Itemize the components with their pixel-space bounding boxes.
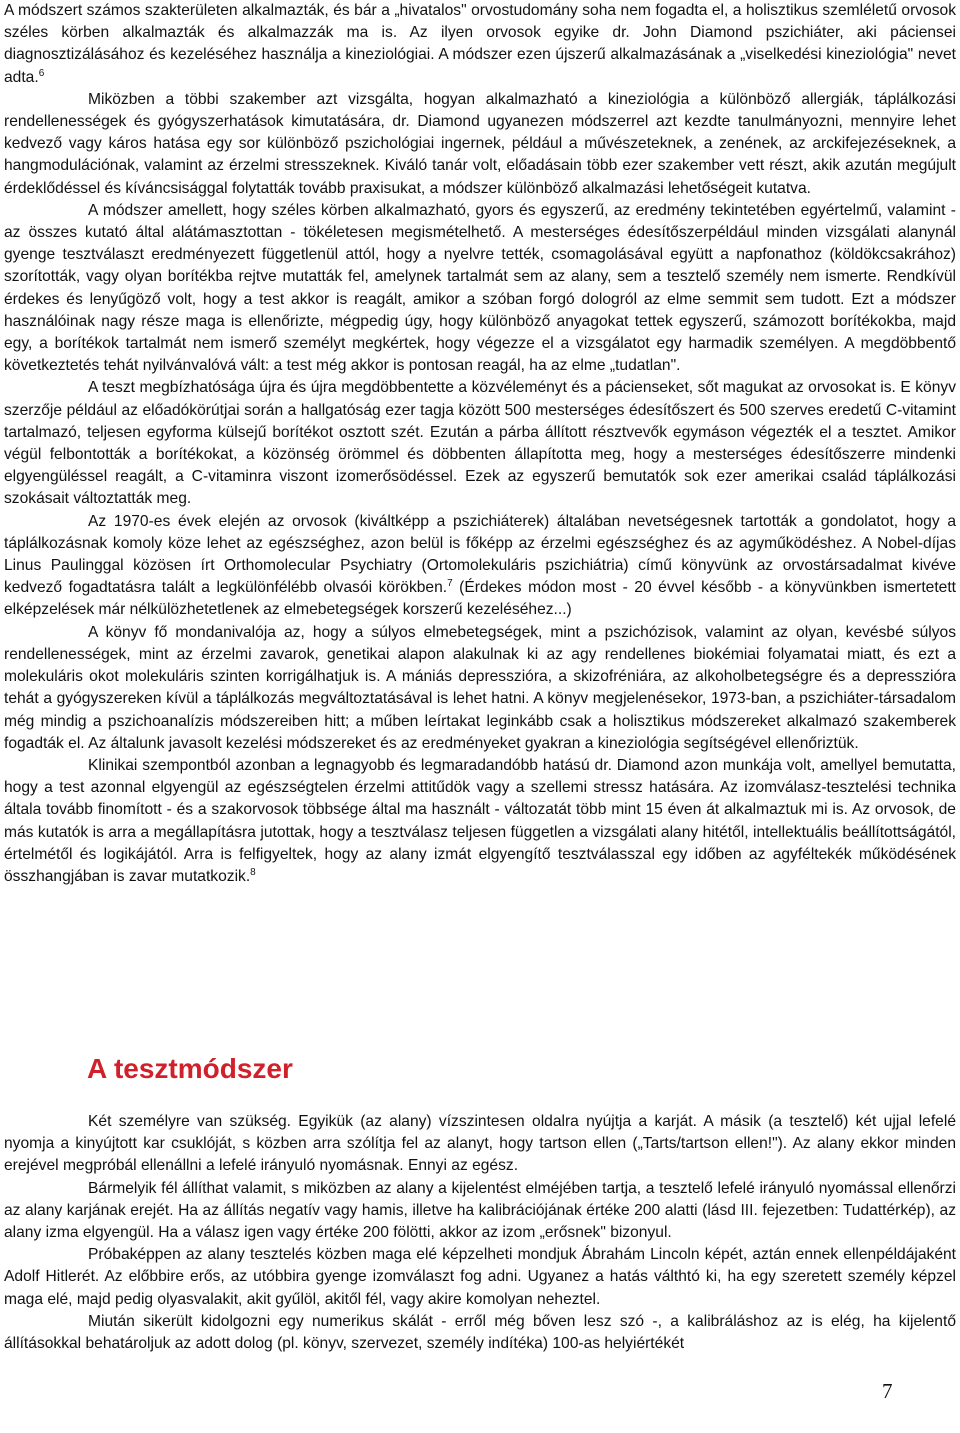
paragraph — [4, 511, 956, 622]
paragraph-text: (Érdekes módon most - 20 évvel később - a könyvünkben ismertetett elképzelések már nélkülözhetetlenek az elmebetegségek korszerű kezeléséhez...) — [4, 579, 956, 619]
section-body-top — [4, 0, 956, 888]
section-heading: A tesztmódszer — [87, 1053, 293, 1084]
paragraph — [4, 755, 956, 888]
page-number: 7 — [882, 1379, 893, 1403]
footnote-marker: 7 — [447, 578, 453, 590]
paragraph — [4, 0, 956, 89]
paragraph: Miközben a többi szakember azt vizsgálta, hogyan alkalmazható a kineziológia a különböző allergiák, táplálkozási rendellenességek és gyógyszerhatások kimutatására, dr. Diamond ugyanezen módszerrel azt kezdte tanulmányozni, mennyire lehet kedvező vagy káros hatása egy sor különböző pszichológiai ingernek, például a művészeteknek, a zenének, az arckifejezéseknek, a hangmodulációnak, valamint az érzelmi stresszeknek. Kiváló tanár volt, előadásain több ezer szakember vett részt, akik azután megújult érdeklődéssel és kíváncsisággal folytatták tovább praxisukat, a módszer különböző alkalmazási lehetőségeit kutatva. — [4, 90, 956, 197]
paragraph-text: A módszert számos szakterületen alkalmazták, és bár a „hivatalos" orvostudomány soha nem fogadta el, a holisztikus szemléletű orvosok széles körben alkalmazták és alkalmazzák ma is. Az ilyen orvosok egyike dr. John Diamond pszichiáter, aki páciensei diagnosztizálásához és kezeléséhez használja a kineziológiai. A módszer ezen újszerű alkalmazásának a „viselkedési kineziológia" nevet adta. — [4, 2, 956, 86]
paragraph-text: Az 1970-es évek elején az orvosok (kiváltképp a pszichiáterek) általában nevetségesnek tartották a gondolatot, hogy a táplálkozásnak komoly köze lehet az egészséghez, azon belül is főképp az érzelmi egészséghez és az agyműködéshez. A Nobel-díjas Linus Paulinggal közösen írt Orthomolecular Psychiatry (Ortomolekuláris pszichiátria) című könyvünk az orvostársadalmat kivéve kedvező fogadtatásra talált a legkülönfélébb olvasói körökben. — [4, 512, 956, 597]
paragraph: A teszt megbízhatósága újra és újra megdöbbentette a közvéleményt és a pácienseket, sőt magukat az orvosokat is. E könyv szerzője például az előadókörútjai során a hallgatóság ezer tagja között 500 mesterséges édesítőszert és 500 szerves eredetű C-vitamint tartalmazó, teljesen egyforma külsejű borítékot osztott szét. Ezután a párba állított résztvevők egymáson végezték el a tesztet. Amikor végül felbontották a borítékokat, a közönség örömmel és döbbenten állapította meg, hogy a mesterséges édesítőszerre mindenki elgyengüléssel reagált, a C-vitaminra viszont izomerősödéssel. Ezek az egyszerű bemutatók sok ezer amerikai család táplálkozási szokásait változtatták meg. — [4, 379, 956, 508]
paragraph: Miután sikerült kidolgozni egy numerikus skálát - erről még bőven lesz szó -, a kalibráláshoz az is elég, ha kijelentő állításokkal behatároljuk az adott dolog (pl. könyv, szervezet, személy indítéka) 100-as helyiértékét — [4, 1312, 956, 1353]
paragraph: Két személyre van szükség. Egyikük (az alany) vízszintesen oldalra nyújtja a karját. A másik (a tesztelő) két ujjal lefelé nyomja a kinyújtott kar csuklóját, s közben arra szólítja fel az alanyt, hogy tartson ellen („Tarts/tartson ellen!"). Az alany ekkor minden erejével megpróbál ellenállni a lefelé irányuló nyomásnak. Ennyi az egész. — [4, 1113, 956, 1175]
paragraph: A könyv fő mondanivalója az, hogy a súlyos elmebetegségek, mint a pszichózisok, valamint az olyan, kevésbé súlyos rendellenességek, mint az érzelmi zavarok, genetikai alapon alakulnak ki az agy rendellenes biokémiai folyamatai miatt, és ezt a molekuláris okot molekuláris szinten korrigálhatjuk is. A mániás depresszióra, a skizofréniára, az alkoholbetegségre és a depresszióra tehát a gyógyszereken kívül a táplálkozás megváltoztatásával is lehet hatni. A könyv megjelenésekor, 1973-ban, a pszichiáter-társadalom még mindig a pszichoanalízis módszereiben hitt; a műben leírtakat leginkább csak a holisztikus módszereket alkalmazó szakemberek fogadták el. Az általunk javasolt kezelési módszereket és az eredményeket gyakran a kineziológia segítségével ellenőriztük. — [4, 623, 956, 752]
section-body-bottom — [4, 1111, 956, 1355]
paragraph: Próbaképpen az alany tesztelés közben maga elé képzelheti mondjuk Ábrahám Lincoln képét, aztán ennek ellenpéldájaként Adolf Hitlerét. Az előbbire erős, az utóbbira gyenge izomválaszt fog adni. Ugyanez a hatás válthtó ki, ha egy szeretett személy képzel maga elé, majd pedig olyasvalakit, akit gyűlöl, akitől fél, vagy akire komolyan neheztel. — [4, 1246, 956, 1308]
paragraph: A módszer amellett, hogy széles körben alkalmazható, gyors és egyszerű, az eredmény tekintetében egyértelmű, valamint - az összes kutató által alátámasztottan - tökéletesen megismételhető. A mesterséges édesítőszerpéldául minden vizsgálati alanynál gyenge tesztválaszt eredményezett függetlenül attól, hogy a nyelvre tették, csomagolásával együtt a napfonathoz (köldökcsakrához) szorították, vagy olyan borítékba rejtve mutatták fel, amelynek tartalmát sem az alany, sem a tesztelő személy nem ismerte. Rendkívül érdekes és lenyűgöző volt, hogy a test akkor is reagált, amikor a szóban forgó dologról az elme semmit sem tudott. Ezt a módszer használóinak nagy része maga is ellenőrizte, mégpedig úgy, hogy különböző anyagokat tettek egyszerű, számozott borítékokba, majd egy, a borítékok tartalmát nem ismerő személyt megkértek, hogy végezze el a vizsgálatot egy harmadik személyen. A megdöbbentő következtetés tehát nyilvánvalóvá vált: a test még akkor is pontosan reagál, ha az elme „tudatlan". — [4, 201, 956, 375]
footnote-marker: 6 — [38, 67, 45, 79]
paragraph: Bármelyik fél állíthat valamit, s miközben az alany a kijelentést elméjében tartja, a tesztelő lefelé irányuló nyomással ellenőrzi az alany karjának erejét. Ha az állítás negatív vagy hamis, illetve ha kalibrációjának értéke 200 alatti (lásd III. fejezetben: Tudattérkép), az alany izma elgyengül. Ha a válasz igen vagy értéke 200 fölötti, akkor az izom „erősnek" bizonyul. — [4, 1179, 956, 1242]
footnote-marker: 8 — [250, 866, 256, 878]
paragraph-text: Klinikai szempontból azonban a legnagyobb és legmaradandóbb hatású dr. Diamond azon munkája volt, amellyel bemutatta, hogy a test azonnal elgyengül az egészségtelen érzelmi attitűdök vagy a szellemi stressz hatására. Az izomválasz-tesztelési technika általa tovább finomított - és a szakorvosok többsége által ma használt - változatát több mint 15 éven át alkalmaztuk mi is. Az orvosok, de más kutatók is arra a megállapításra jutottak, hogy a tesztválasz teljesen független a vizsgálati alany hitétől, intellektuális beállítottságától, értelmétől és logikájától. Arra is felfigyeltek, hogy az alany izmát elgyengítő tesztválasszal egy időben az agyféltekék működésének összhangjában is zavar mutatkozik. — [4, 756, 956, 885]
